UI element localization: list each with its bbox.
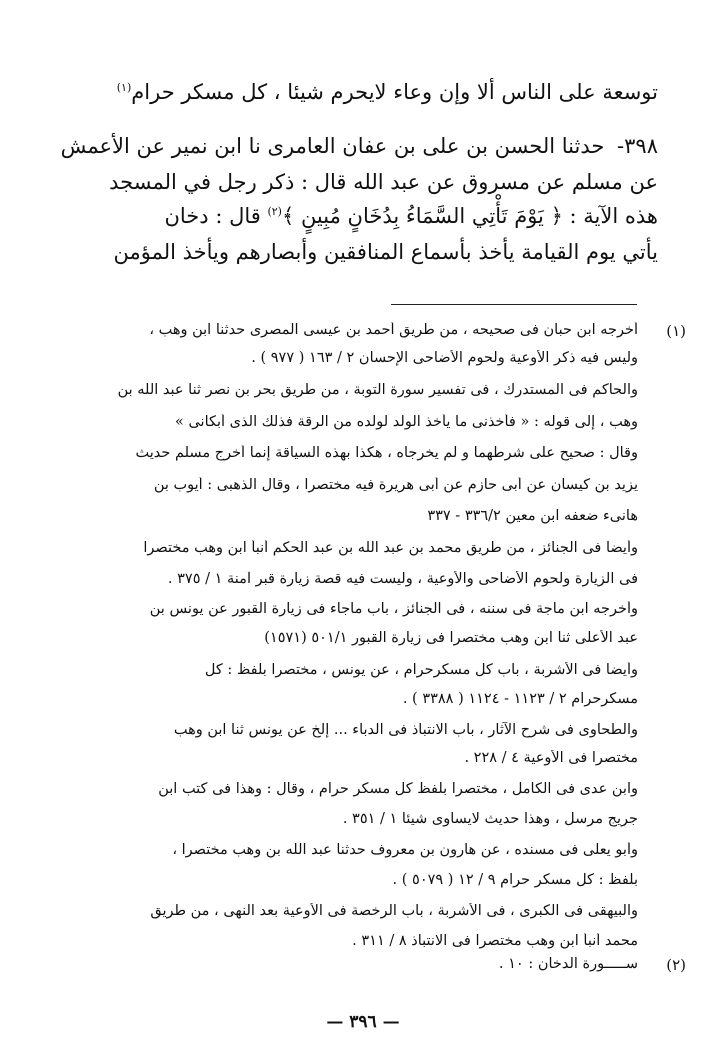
main-line-3	[109, 170, 658, 194]
footnote-line: وقال : صحيح على شرطهما و لم يخرجاه ، هكذا بهذه السياقة إنما أخرج مسلم حديث	[135, 445, 638, 461]
main-line-2-text: حدثنا الحسن بن على بن عفان العامرى نا ابن نمير عن الأعمش	[60, 134, 605, 158]
footnote-separator	[391, 304, 637, 305]
footnote-line: عبد الأعلى ثنا ابن وهب مختصرا فى زيارة القبور ٥٠١/١ (١٥٧١)	[264, 630, 638, 646]
footnote-line: وأخرجه ابن ماجة فى سننه ، فى الجنائز ، باب ماجاء فى زيارة القبور عن يونس بن	[149, 601, 638, 617]
hadith-number: ٣٩٨-	[617, 134, 658, 158]
footnote-line: يزيد بن كيسان عن أبى حازم عن أبى هريرة فيه مختصرا ، وقال الذهبى : أيوب بن	[153, 477, 638, 493]
footnote-2-marker: (٢)	[666, 956, 686, 974]
main-line-5-text: يأتي يوم القيامة يأخذ بأسماع المنافقين وأبصارهم ويأخذ المؤمن	[113, 240, 658, 264]
main-line-4-tail: قال : دخان	[164, 204, 261, 228]
footnote-line: بلفظ : كل مسكر حرام ٩ / ١٢ ( ٥٠٧٩ ) .	[392, 872, 638, 888]
footnote-line: والحاكم فى المستدرك ، فى تفسير سورة التوبة ، من طريق بحر بن نصر ثنا عبد الله بن	[117, 382, 638, 398]
footnote-line: وهب ، إلى قوله : « فأخذنى ما يأخذ الولد لولده من الرقة فذلك الذى أبكانى »	[174, 414, 638, 430]
main-line-5	[113, 240, 658, 264]
footnote-ref-2: (٢)	[267, 205, 282, 218]
footnote-1-marker: (١)	[666, 322, 686, 340]
footnote-line: وابن عدى فى الكامل ، مختصرا بلفظ كل مسكر حرام ، وقال : وهذا فى كتب ابن	[158, 781, 638, 797]
main-line-4	[164, 204, 658, 228]
footnote-line: أخرجه ابن حبان فى صحيحه ، من طريق أحمد بن عيسى المصرى حدثنا ابن وهب ،	[149, 322, 638, 338]
main-line-3-text: عن مسلم عن مسروق عن عبد الله قال : ذكر رجل في المسجد	[109, 170, 658, 194]
footnote-line: محمد أنبأ ابن وهب مختصرا فى الانتباذ ٨ / ٣١١ .	[352, 933, 638, 949]
page-number: — ٣٩٦ —	[326, 1012, 400, 1032]
footnote-line: وأيضا فى الأشربة ، باب كل مسكرحرام ، عن يونس ، مختصرا بلفظ : كل	[204, 662, 638, 678]
footnote-line: هانىء ضعفه ابن معين ٣٣٦/٢ - ٣٣٧	[427, 508, 638, 524]
footnote-line: والبيهقى فى الكبرى ، فى الأشربة ، باب الرخصة فى الأوعية بعد النهى ، من طريق	[150, 903, 638, 919]
footnote-line: وليس فيه ذكر الأوعية ولحوم الأضاحى الإحسان ٢ / ١٦٣ ( ٩٧٧ ) .	[251, 350, 638, 366]
main-line-1-text: توسعة على الناس ألا وإن وعاء لايحرم شيئا ، كل مسكر حرام	[131, 80, 658, 104]
footnote-line: مسكرحرام ٢ / ١١٢٣ - ١١٢٤ ( ٣٣٨٨ ) .	[402, 691, 638, 707]
footnote-ref-1: (١)	[116, 81, 132, 94]
footnote-line: جريج مرسل ، وهذا حديث لايساوى شيئا ١ / ٣٥١ .	[342, 811, 638, 827]
footnote-line: وأبو يعلى فى مسنده ، عن هارون بن معروف حدثنا عبد الله بن وهب مختصرا ،	[172, 842, 638, 858]
footnote-line: مختصرا فى الأوعية ٤ / ٢٢٨ .	[464, 750, 638, 766]
footnote-line: والطحاوى فى شرح الآثار ، باب الانتباذ فى الدباء ... إلخ عن يونس ثنا ابن وهب	[173, 722, 638, 738]
footnote-line: فى الزيارة ولحوم الأضاحى والأوعية ، وليست فيه قصة زيارة قبر آمنة ١ / ٣٧٥ .	[167, 571, 638, 587]
main-line-1	[117, 80, 658, 104]
main-line-2	[61, 134, 658, 158]
footnote-line: ســـــورة الدخان : ١٠ .	[498, 956, 638, 972]
quran-verse: هذه الآية : ﴿ يَوْمَ تَأْتِي السَّمَاءُ بِدُخَانٍ مُبِينٍ ﴾	[281, 204, 658, 228]
footnote-line: وأيضا فى الجنائز ، من طريق محمد بن عبد الله بن عبد الحكم أنبأ ابن وهب مختصرا	[143, 540, 638, 556]
